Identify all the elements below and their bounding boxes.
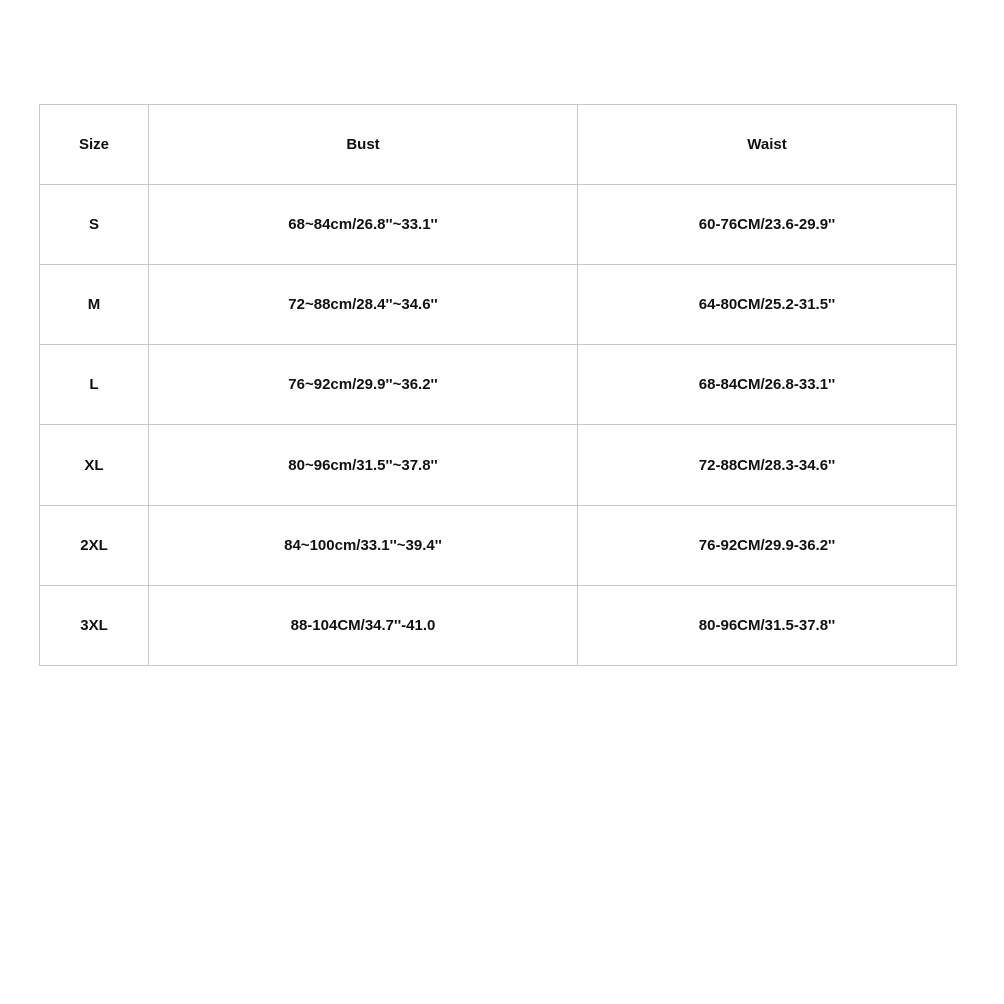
size-cell: XL [40,425,149,505]
waist-cell: 60-76CM/23.6-29.9'' [578,185,957,265]
bust-cell: 84~100cm/33.1''~39.4'' [149,505,578,585]
table-row [40,265,957,345]
table-row [40,585,957,665]
waist-cell: 64-80CM/25.2-31.5'' [578,265,957,345]
waist-cell: 80-96CM/31.5-37.8'' [578,585,957,665]
table-row [40,505,957,585]
bust-cell: 72~88cm/28.4''~34.6'' [149,265,578,345]
table-row [40,425,957,505]
waist-cell: 72-88CM/28.3-34.6'' [578,425,957,505]
size-cell: 3XL [40,585,149,665]
table-row [40,185,957,265]
header-bust: Bust [149,105,578,185]
waist-cell: 68-84CM/26.8-33.1'' [578,345,957,425]
header-size: Size [40,105,149,185]
header-waist: Waist [578,105,957,185]
bust-cell: 76~92cm/29.9''~36.2'' [149,345,578,425]
size-cell: M [40,265,149,345]
size-cell: 2XL [40,505,149,585]
table-header-row [40,105,957,185]
bust-cell: 80~96cm/31.5''~37.8'' [149,425,578,505]
table-row [40,345,957,425]
bust-cell: 88-104CM/34.7''-41.0 [149,585,578,665]
size-cell: L [40,345,149,425]
waist-cell: 76-92CM/29.9-36.2'' [578,505,957,585]
size-chart-table [39,104,957,666]
size-cell: S [40,185,149,265]
bust-cell: 68~84cm/26.8''~33.1'' [149,185,578,265]
